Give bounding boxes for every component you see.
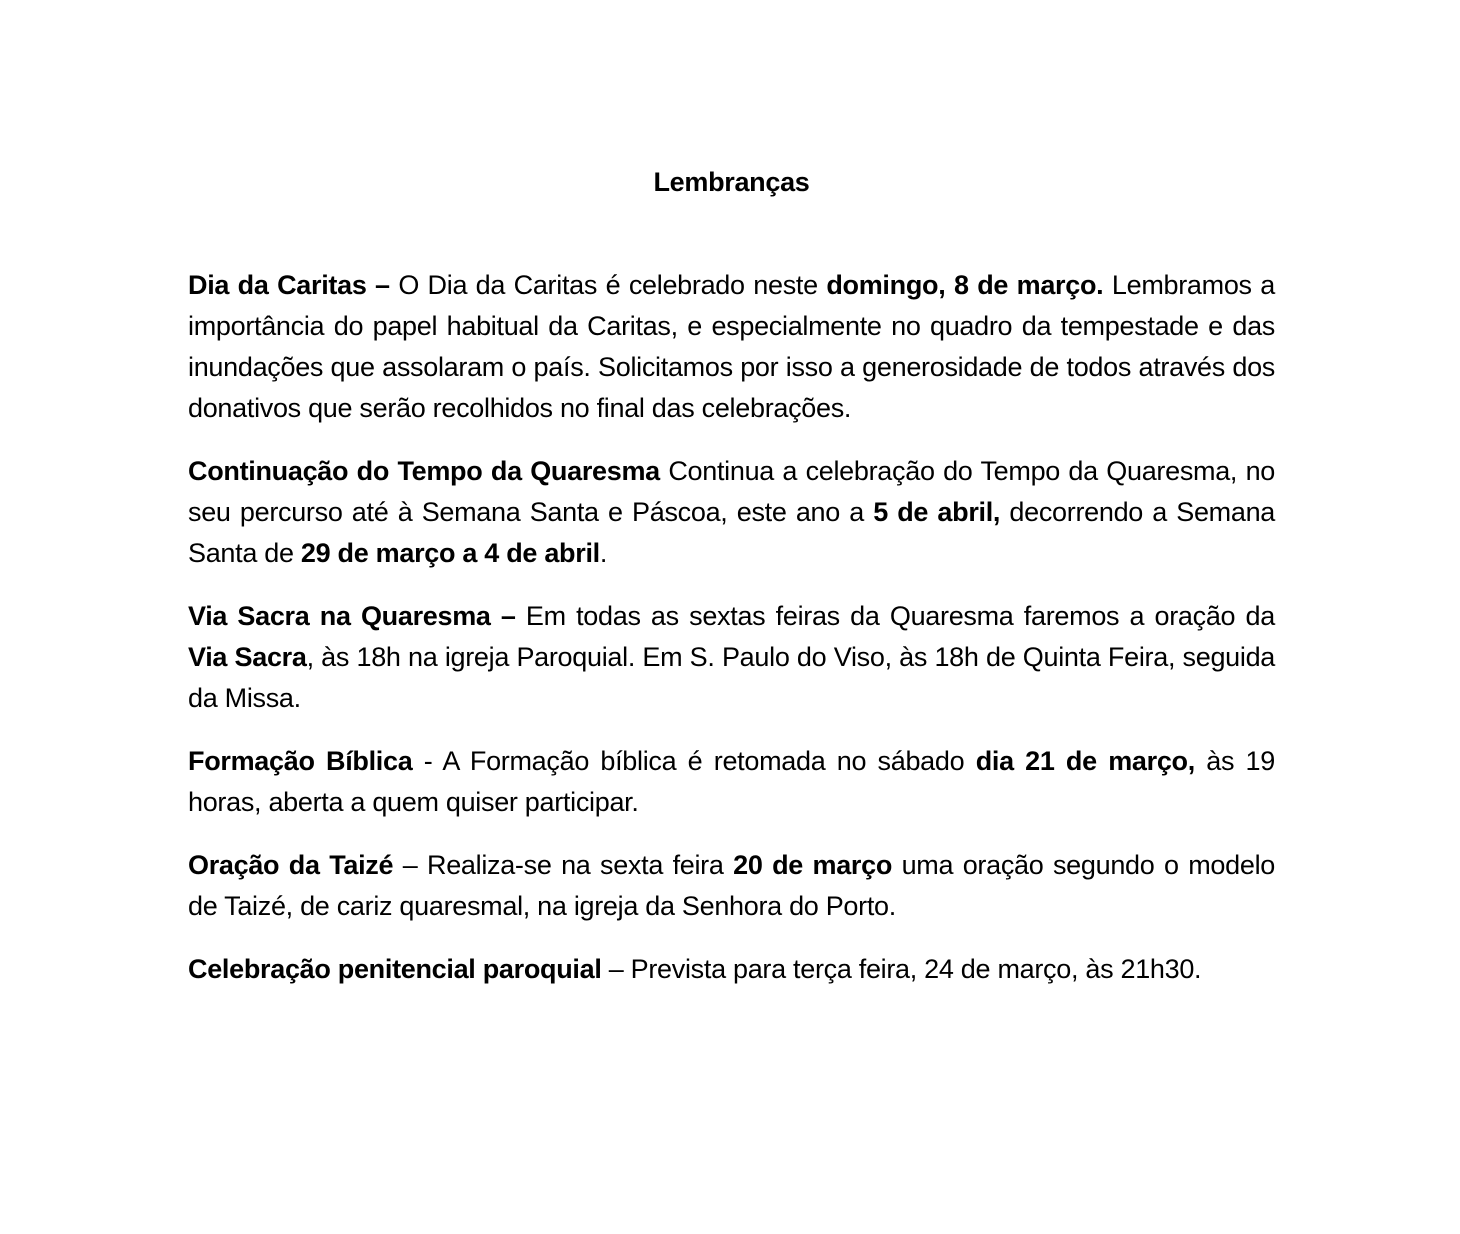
text-run: Dia da Caritas – <box>188 270 399 300</box>
text-run: às 19 horas, aberta a quem quiser participar. <box>188 746 1275 817</box>
paragraph <box>188 451 1275 574</box>
paragraph <box>188 949 1275 990</box>
text-run: 5 de abril, <box>873 497 1001 527</box>
text-run: - A Formação bíblica é retomada no sábado <box>412 746 976 776</box>
paragraphs <box>188 265 1275 990</box>
paragraph <box>188 741 1275 823</box>
text-run: – Realiza-se na sexta feira <box>393 850 734 880</box>
text-run: decorrendo a Semana Santa de <box>188 497 1276 568</box>
text-run: Via Sacra na Quaresma – <box>188 601 526 631</box>
text-run: 29 de março a 4 de abril <box>300 538 600 568</box>
text-run: . <box>599 538 608 568</box>
text-run: domingo, 8 de março. <box>826 270 1104 300</box>
text-run: Lembramos a importância do papel habitual da Caritas, e especialmente no quadro da tempestade e das inundações que assolaram o país. Solicitamos por isso a generosidade de todos através dos donativos que serão recolhidos no final das celebrações. <box>188 270 1276 423</box>
text-run: Em todas as sextas feiras da Quaresma faremos a oração da <box>525 601 1275 631</box>
text-run: , às 18h na igreja Paroquial. Em S. Paulo do Viso, às 18h de Quinta Feira, seguida da Missa. <box>188 642 1276 713</box>
paragraph <box>188 845 1275 927</box>
text-run: – Prevista para terça feira, 24 de março, às 21h30. <box>601 954 1202 984</box>
page-title: Lembranças <box>653 167 810 197</box>
text-run: 20 de março <box>733 850 893 880</box>
text-run: dia 21 de março, <box>975 746 1195 776</box>
text-run: Via Sacra <box>188 642 307 672</box>
paragraph <box>188 265 1275 429</box>
text-run: Continuação do Tempo da Quaresma <box>188 456 660 486</box>
text-run: uma oração segundo o modelo de Taizé, de cariz quaresmal, na igreja da Senhora do Porto. <box>188 850 1275 921</box>
text-run: Celebração penitencial paroquial <box>188 954 602 984</box>
paragraph <box>188 596 1275 719</box>
text-run: Oração da Taizé <box>188 850 394 880</box>
text-run: Continua a celebração do Tempo da Quaresma, no seu percurso até à Semana Santa e Páscoa, este ano a <box>188 456 1275 527</box>
text-run: O Dia da Caritas é celebrado neste <box>398 270 827 300</box>
text-run: Formação Bíblica <box>188 746 413 776</box>
